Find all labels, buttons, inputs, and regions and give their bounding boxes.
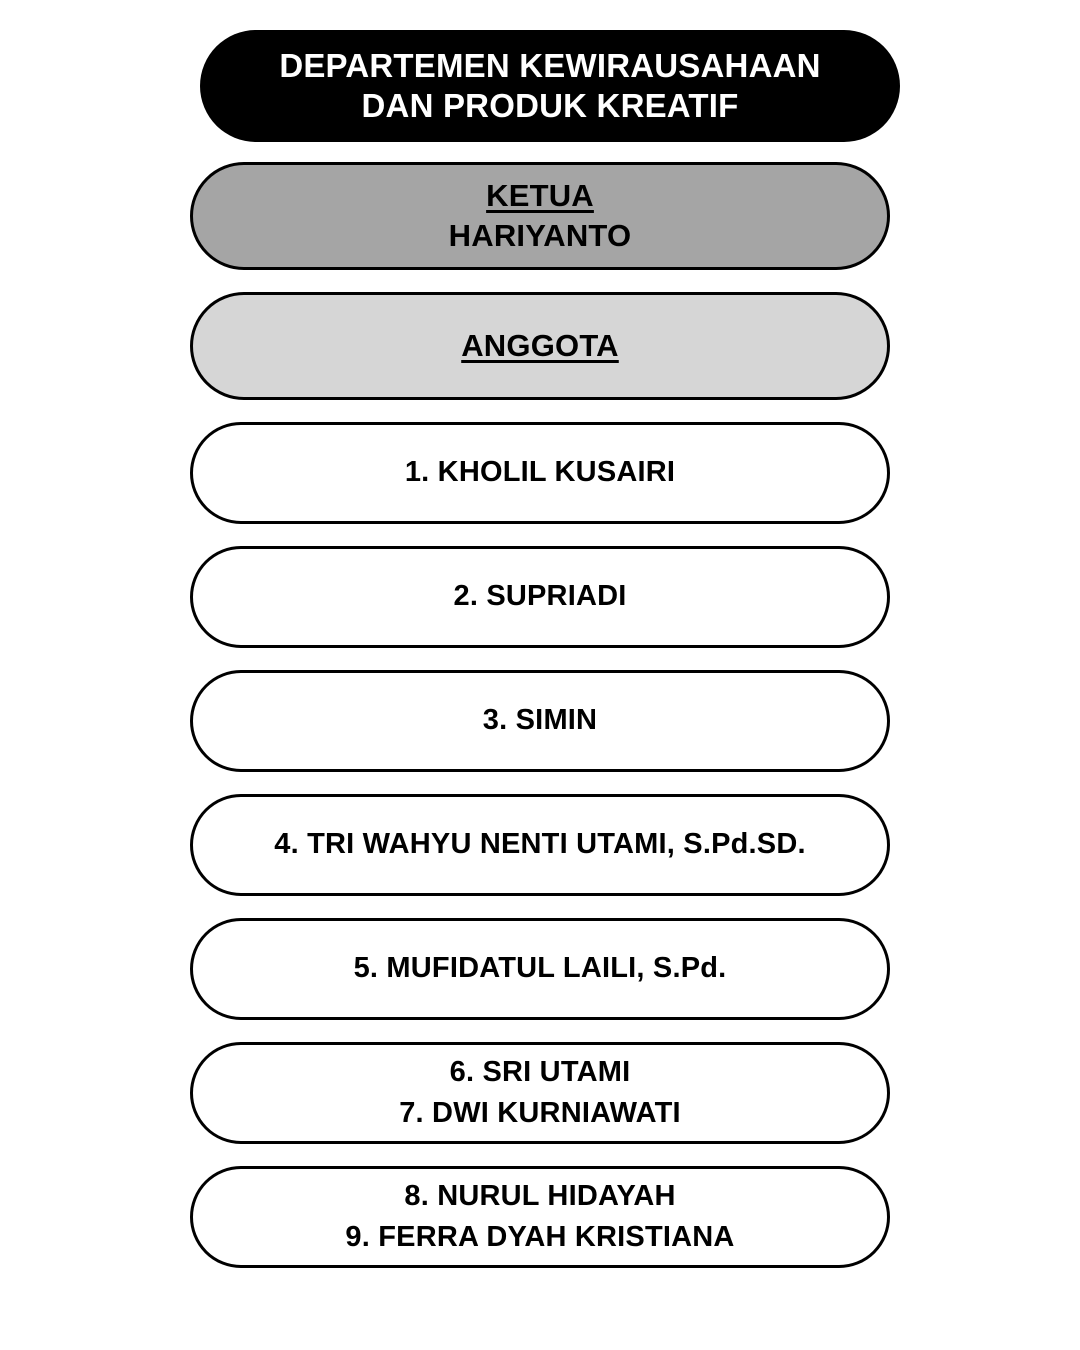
ketua-pill (190, 162, 890, 270)
member-pill-6 (190, 1042, 890, 1144)
member-name: 1. KHOLIL KUSAIRI (404, 456, 676, 489)
ketua-role-label: KETUA (486, 178, 594, 214)
anggota-header-label: ANGGOTA (461, 328, 619, 363)
department-title-line-2: DAN PRODUK KREATIF (361, 87, 739, 124)
ketua-name: HARIYANTO (448, 218, 632, 253)
member-pill-2 (190, 546, 890, 648)
department-title-line-1: DEPARTEMEN KEWIRAUSAHAAN (279, 46, 821, 84)
anggota-header-pill (190, 292, 890, 400)
member-name: 7. DWI KURNIAWATI (399, 1097, 681, 1129)
member-name: 2. SUPRIADI (453, 580, 627, 613)
member-pill-5 (190, 918, 890, 1020)
member-name: 3. SIMIN (482, 704, 598, 737)
member-name: 8. NURUL HIDAYAH (404, 1179, 676, 1212)
member-name: 9. FERRA DYAH KRISTIANA (345, 1221, 735, 1253)
member-pill-7 (190, 1166, 890, 1268)
member-pill-3 (190, 670, 890, 772)
department-title-pill (200, 30, 900, 142)
member-name: 5. MUFIDATUL LAILI, S.Pd. (353, 952, 727, 985)
member-name: 6. SRI UTAMI (449, 1055, 631, 1088)
member-name: 4. TRI WAHYU NENTI UTAMI, S.Pd.SD. (274, 828, 806, 861)
member-pill-4 (190, 794, 890, 896)
member-pill-1 (190, 422, 890, 524)
